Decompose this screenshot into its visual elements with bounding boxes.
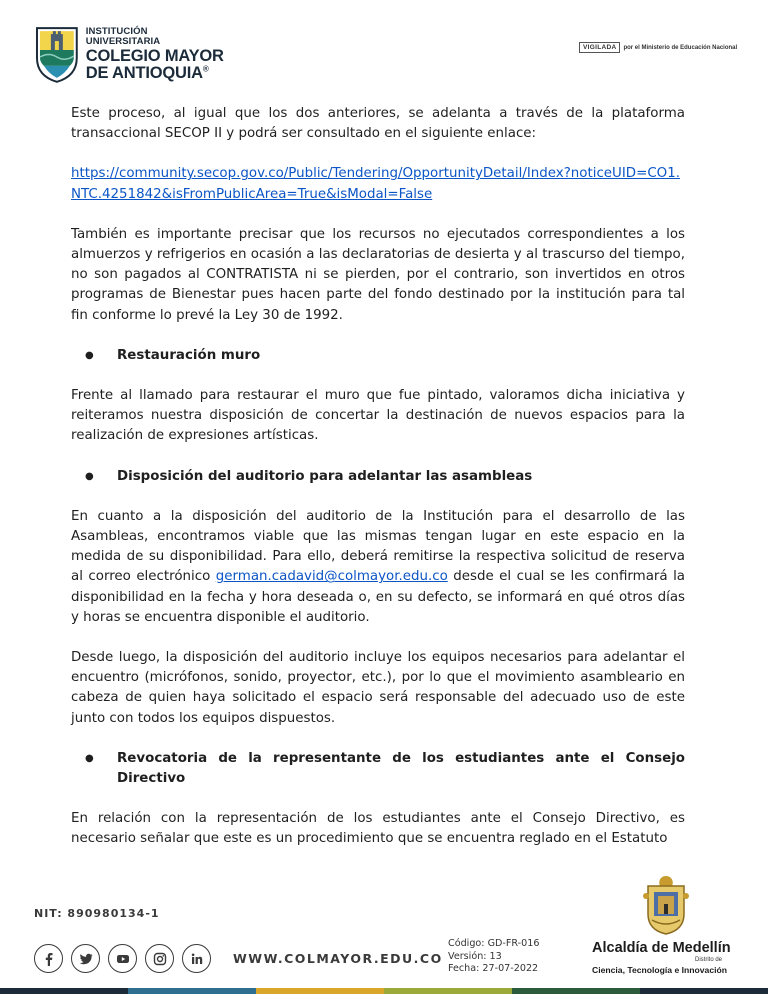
- institution-logo: [34, 22, 224, 86]
- social-icons: [34, 944, 219, 973]
- shield-logo-icon: [34, 24, 80, 84]
- paragraph-text: En cuanto a la disposición del auditorio de la Institución para el desarrollo de las Asambleas, encontramos viable que las mismas tengan lugar en este espacio en la medida de su disponibilidad. Para ello, deberá remitirse la respectiva solicitud de reserva al correo electrónico: [71, 508, 685, 585]
- instagram-icon[interactable]: [145, 944, 174, 973]
- section-heading-revocatoria: [71, 749, 685, 789]
- paragraph-secop: Este proceso, al igual que los dos anteriores, se adelanta a través de la plataforma transaccional SECOP II y podrá ser consultado en el siguiente enlace:: [71, 106, 685, 142]
- paragraph-equipos: Desde luego, la disposición del auditorio incluye los equipos necesarios para adelantar el encuentro (micrófonos, sonido, proyector, etc.), por lo que el movimiento asambleario en cabeza de quien haya solicitado el espacio será responsable del adecuado uso de este junto con todos los equipos dispuestos.: [71, 650, 685, 726]
- heading-text: Disposición del auditorio para adelantar las asambleas: [117, 468, 533, 484]
- document-date: Fecha: 27-07-2022: [448, 963, 539, 975]
- color-segment: [0, 988, 128, 994]
- logo-line-3: [86, 65, 224, 82]
- document-version: Versión: 13: [448, 950, 502, 962]
- color-segment: [384, 988, 512, 994]
- color-segment: [640, 988, 768, 994]
- section-heading-auditorio: [71, 467, 685, 487]
- paragraph-link: [71, 164, 685, 204]
- vigilada-label: VIGILADA: [579, 42, 620, 53]
- vigilada-text: por el Ministerio de Educación Nacional: [623, 44, 738, 51]
- heading-text: Revocatoria de la representante de los estudiantes ante el Consejo Directivo: [117, 750, 685, 787]
- secop-link[interactable]: https://community.secop.gov.co/Public/Tendering/OpportunityDetail/Index?noticeUID=CO1.NTC.4251842&isFromPublicArea=True&isModal=False: [71, 166, 680, 202]
- logo-line-1: INSTITUCIÓN UNIVERSITARIA: [85, 26, 161, 47]
- document-control-info: [448, 938, 539, 976]
- paragraph-recursos: También es importante precisar que los recursos no ejecutados correspondientes a los almuerzos y refrigerios en ocasión a las declaratorias de desierta y al trascurso del tiempo, no son pagados al CONTRATISTA ni se pierden, por el contrario, son invertidos en otros programas de Bienestar pues hacen parte del fondo destinado por la institución para tal fin conforme lo prevé la Ley 30 de 1992.: [71, 226, 685, 323]
- distrito-label: Distrito de: [695, 957, 723, 963]
- website-url[interactable]: WWW.COLMAYOR.EDU.CO: [233, 951, 443, 966]
- alcaldia-name: Alcaldía de Medellín: [592, 940, 731, 956]
- heading-text: Restauración muro: [117, 347, 261, 363]
- paragraph-muro: Frente al llamado para restaurar el muro que fue pintado, valoramos dicha iniciativa y reiteramos nuestra disposición de concertar la destinación de nuevos espacios para la realización de expresiones artísticas.: [71, 388, 685, 444]
- bullet-icon: ●: [85, 752, 94, 764]
- bullet-icon: ●: [85, 470, 94, 482]
- secretaria-name: Ciencia, Tecnología e Innovación: [592, 965, 727, 975]
- registered-mark: ®: [202, 64, 209, 73]
- paragraph-representacion: En relación con la representación de los estudiantes ante el Consejo Directivo, es necesario señalar que este es un procedimiento que se encuentra reglado en el Estatuto: [71, 811, 685, 847]
- footer-color-bar: [0, 988, 768, 994]
- logo-line-2: COLEGIO MAYOR: [85, 47, 224, 65]
- youtube-icon[interactable]: [108, 944, 137, 973]
- color-segment: [128, 988, 256, 994]
- paragraph-auditorio: [71, 507, 685, 628]
- section-heading-restauracion: [71, 346, 685, 366]
- color-segment: [512, 988, 640, 994]
- color-segment: [256, 988, 384, 994]
- vigilada-badge: [579, 42, 737, 53]
- document-code: Código: GD-FR-016: [448, 938, 540, 949]
- medellin-crest-icon: [640, 874, 692, 936]
- nit-number: NIT: 890980134-1: [34, 907, 160, 920]
- twitter-icon[interactable]: [71, 944, 100, 973]
- bullet-icon: ●: [85, 349, 94, 361]
- document-body: [71, 104, 685, 870]
- facebook-icon[interactable]: [34, 944, 63, 973]
- email-link[interactable]: german.cadavid@colmayor.edu.co: [215, 569, 448, 585]
- logo-line-3-text: DE ANTIOQUIA: [85, 63, 203, 82]
- linkedin-icon[interactable]: [182, 944, 211, 973]
- paragraph-text: desde el cual se les confirmará la disponibilidad en la fecha y hora deseada o, en su defecto, se informará en qué otros días y horas se encuentra disponible el auditorio.: [71, 569, 686, 625]
